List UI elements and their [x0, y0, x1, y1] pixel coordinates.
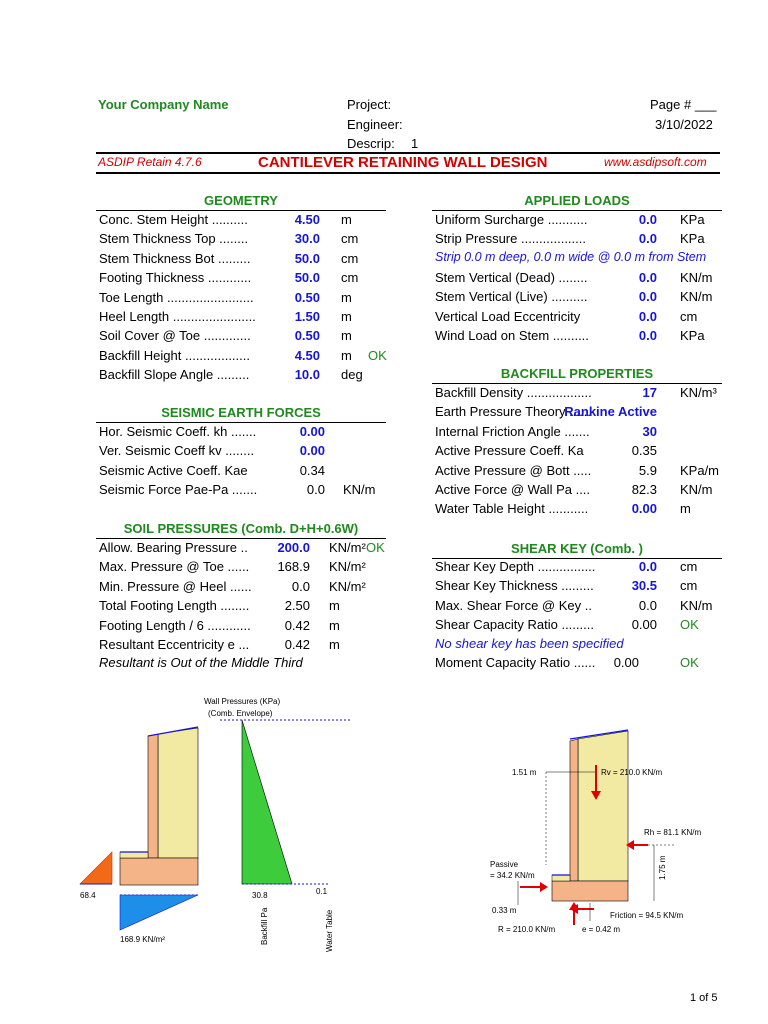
seismic-unit: KN/m [343, 482, 376, 498]
project-label: Project: [347, 97, 392, 112]
geometry-unit: m [341, 328, 352, 344]
soil-pressure-row [99, 559, 399, 578]
geometry-row [99, 348, 399, 367]
geometry-title: GEOMETRY [204, 193, 278, 208]
soil-pressure-value: 0.42 [284, 617, 310, 633]
software-name: ASDIP Retain 4.7.6 [98, 155, 202, 169]
seismic-label: Seismic Force Pae-Pa ....... [99, 482, 258, 498]
applied-load-value: 0.0 [638, 328, 657, 344]
seismic-rule [96, 422, 386, 423]
shear-key-unit: KN/m [680, 597, 713, 613]
shear-key-row [435, 578, 735, 597]
rh-label: Rh = 81.1 KN/m [644, 828, 702, 837]
seismic-label: Seismic Active Coeff. Kae [99, 462, 248, 478]
soil-pressure-row [99, 637, 399, 656]
applied-load-unit: KN/m [680, 289, 713, 305]
soil-pressure-unit: m [329, 617, 340, 633]
force-footing [552, 881, 628, 901]
seismic-label: Ver. Seismic Coeff kv ........ [99, 443, 255, 459]
backfill-label: Active Pressure @ Bott ..... [435, 462, 592, 478]
backfill-value: 30 [642, 423, 657, 439]
backfill-unit: KPa/m [680, 462, 720, 478]
backfill-row [435, 482, 735, 501]
geometry-value: 10.0 [294, 367, 320, 383]
toe-dim-label: 0.33 m [492, 906, 517, 915]
soil-pressure-label: Total Footing Length ........ [99, 598, 250, 614]
seismic-row [99, 482, 399, 501]
applied-load-value: 0.0 [638, 231, 657, 247]
geometry-label: Heel Length ....................... [99, 309, 256, 324]
toe-soil [120, 852, 148, 858]
geometry-unit: cm [341, 270, 359, 286]
backfill-title: BACKFILL PROPERTIES [500, 366, 654, 381]
seismic-label: Hor. Seismic Coeff. kh ....... [99, 424, 257, 439]
applied-load-label: Wind Load on Stem .......... [435, 328, 589, 344]
shear-key-unit: cm [680, 559, 698, 574]
moment-capacity-status: OK [680, 655, 699, 670]
force-backfill-soil [578, 731, 628, 881]
geometry-row [99, 367, 399, 386]
geometry-row [99, 328, 399, 347]
height-label: 1.75 m [658, 855, 667, 880]
soil-pressure-unit: KN/m² [329, 559, 366, 575]
soil-pressure-row [99, 540, 399, 559]
force-stem [570, 739, 578, 881]
shear-key-row [435, 559, 735, 578]
passive-label-2: = 34.2 KN/m [490, 871, 535, 880]
applied-load-unit: cm [680, 308, 698, 324]
applied-load-row [435, 231, 735, 250]
geometry-value: 50.0 [294, 270, 320, 286]
backfill-value: 82.3 [631, 482, 657, 497]
strip-note: Strip 0.0 m deep, 0.0 m wide @ 0.0 m from Stem [435, 250, 707, 264]
shear-key-status: OK [680, 617, 699, 633]
applied-load-value: 0.0 [638, 308, 657, 324]
soil-pressures-title: SOIL PRESSURES (Comb. D+H+0.6W) [123, 521, 359, 536]
applied-load-unit: KPa [680, 231, 705, 247]
shear-key-value: 0.0 [638, 559, 657, 574]
geometry-unit: m [341, 289, 352, 305]
geometry-label: Toe Length ........................ [99, 289, 254, 305]
seismic-value: 0.00 [299, 424, 325, 439]
applied-load-label: Vertical Load Eccentricity [435, 308, 581, 324]
backfill-rule [432, 383, 722, 384]
backfill-label: Active Pressure Coeff. Ka [435, 443, 584, 459]
soil-pressure-unit: KN/m² [329, 540, 366, 555]
geometry-status: OK [368, 347, 387, 363]
page-footer: 1 of 5 [690, 992, 718, 1004]
shear-key-label: Shear Key Depth ................ [435, 559, 596, 574]
soil-pressure-value: 200.0 [277, 540, 310, 555]
geometry-value: 1.50 [294, 309, 320, 324]
applied-load-label: Uniform Surcharge ........... [435, 212, 588, 227]
applied-load-value: 0.0 [638, 289, 657, 305]
passive-label-1: Passive [490, 860, 519, 869]
applied-load-unit: KN/m [680, 270, 713, 285]
soil-pressure-unit: m [329, 598, 340, 614]
geometry-value: 50.0 [294, 250, 320, 266]
backfill-axis-label: Backfill Pa [260, 907, 269, 945]
soil-pressures-note: Resultant is Out of the Middle Third [99, 655, 303, 670]
geometry-row [99, 212, 399, 231]
toe-pressure-value: 68.4 [80, 891, 96, 900]
geometry-label: Footing Thickness ............ [99, 270, 252, 286]
bearing-pressure [120, 895, 198, 930]
backfill-label: Water Table Height ........... [435, 501, 589, 517]
geometry-value: 4.50 [294, 212, 320, 227]
friction-label: Friction = 94.5 KN/m [610, 911, 684, 920]
backfill-value: 0.35 [631, 443, 657, 459]
geometry-value: 0.50 [294, 289, 320, 305]
soil-pressure-row [99, 579, 399, 598]
shear-key-row [435, 598, 735, 617]
geometry-value: 30.0 [294, 231, 320, 247]
soil-pressure-label: Min. Pressure @ Heel ...... [99, 578, 252, 594]
backfill-row [435, 424, 735, 443]
geometry-unit: cm [341, 250, 359, 266]
page-title: CANTILEVER RETAINING WALL DESIGN [258, 154, 548, 171]
seismic-value: 0.00 [299, 443, 325, 459]
shear-key-label: Shear Capacity Ratio ......... [435, 617, 594, 633]
header-rule-bottom [96, 172, 720, 174]
seismic-row [99, 424, 399, 443]
stem [148, 734, 158, 858]
soil-pressure-value: 0.42 [284, 637, 310, 652]
soil-pressure-label: Allow. Bearing Pressure .. [99, 540, 248, 555]
backfill-unit: m [680, 501, 691, 517]
applied-load-row [435, 309, 735, 328]
applied-load-value: 0.0 [638, 270, 657, 285]
backfill-pressure [242, 720, 292, 884]
geometry-label: Backfill Height .................. [99, 347, 250, 363]
applied-load-unit: KPa [680, 328, 705, 344]
backfill-value: 5.9 [638, 462, 657, 478]
engineer-label: Engineer: [347, 117, 403, 132]
geometry-label: Soil Cover @ Toe ............. [99, 328, 251, 344]
soil-pressure-status: OK [366, 540, 385, 555]
shear-key-value: 0.00 [631, 617, 657, 633]
geometry-unit: m [341, 347, 352, 363]
soil-pressure-value: 0.0 [291, 578, 310, 594]
descrip-value: 1 [411, 136, 419, 151]
soil-pressure-label: Resultant Eccentricity e ... [99, 637, 250, 652]
backfill-label: Internal Friction Angle ....... [435, 423, 590, 439]
passive-arrowhead [540, 882, 548, 892]
soil-pressures-rule [96, 538, 386, 539]
seismic-title: SEISMIC EARTH FORCES [161, 405, 321, 420]
backfill-label: Active Force @ Wall Pa .... [435, 482, 591, 497]
geometry-rule [96, 210, 386, 211]
geometry-unit: cm [341, 231, 359, 247]
moment-capacity-value: 0.00 [613, 655, 639, 670]
backfill-row [435, 463, 735, 482]
applied-load-label: Stem Vertical (Live) .......... [435, 289, 588, 305]
shear-key-label: Shear Key Thickness ......... [435, 578, 594, 594]
shear-key-unit: cm [680, 578, 698, 594]
shear-key-value: 30.5 [631, 578, 657, 594]
geometry-row [99, 290, 399, 309]
shear-key-row [435, 617, 735, 636]
backfill-unit: KN/m³ [680, 385, 717, 400]
backfill-label: Earth Pressure Theory ...... [435, 404, 591, 420]
applied-load-unit: KPa [680, 212, 705, 227]
applied-load-row [435, 328, 735, 347]
website: www.asdipsoft.com [604, 155, 707, 169]
soil-pressure-label: Footing Length / 6 ............ [99, 617, 251, 633]
backfill-label: Backfill Density .................. [435, 385, 592, 400]
backfill-unit: KN/m [680, 482, 713, 497]
geometry-label: Conc. Stem Height .......... [99, 212, 248, 227]
soil-pressure-row [99, 598, 399, 617]
geometry-value: 0.50 [294, 328, 320, 344]
geometry-row [99, 270, 399, 289]
water-axis-label: Water Table [325, 909, 334, 952]
soil-pressure-value: 2.50 [284, 598, 310, 614]
applied-load-row [435, 289, 735, 308]
bearing-pressure-value: 168.9 KN/m² [120, 935, 165, 944]
moment-capacity-label: Moment Capacity Ratio ...... [435, 655, 596, 670]
backfill-row [435, 404, 735, 423]
geometry-label: Backfill Slope Angle ......... [99, 367, 250, 383]
applied-load-value: 0.0 [638, 212, 657, 227]
seismic-value: 0.0 [306, 482, 325, 498]
applied-load-row [435, 212, 735, 231]
geometry-unit: deg [341, 367, 363, 383]
soil-pressure-unit: KN/m² [329, 578, 366, 594]
diagram-title-2: (Comb. Envelope) [208, 709, 273, 718]
backfill-value: 17 [642, 385, 657, 400]
water-pressure-value: 0.1 [316, 887, 328, 896]
backfill-value: 0.00 [631, 501, 657, 517]
diagram-title-1: Wall Pressures (KPa) [204, 697, 281, 706]
wall-pressure-diagram [70, 690, 370, 960]
moment-capacity-row [435, 655, 725, 674]
dim-top-label: 1.51 m [512, 768, 537, 777]
shear-key-value: 0.0 [638, 597, 657, 613]
backfill-pressure-value: 30.8 [252, 891, 268, 900]
date: 3/10/2022 [655, 117, 713, 132]
applied-load-label: Strip Pressure .................. [435, 231, 586, 247]
geometry-label: Stem Thickness Top ........ [99, 231, 249, 247]
applied-loads-title: APPLIED LOADS [524, 193, 630, 208]
company-name: Your Company Name [98, 97, 229, 112]
applied-load-row [435, 270, 735, 289]
backfill-row [435, 501, 735, 520]
shear-key-note: No shear key has been specified [435, 636, 624, 651]
backfill-soil [158, 728, 198, 858]
seismic-row [99, 443, 399, 462]
geometry-row [99, 251, 399, 270]
geometry-row [99, 309, 399, 328]
geometry-row [99, 231, 399, 250]
force-toe-soil [552, 875, 570, 881]
eccentricity-label: e = 0.42 m [582, 925, 621, 934]
page-number-label: Page # ___ [650, 97, 717, 112]
shear-key-label: Max. Shear Force @ Key .. [435, 597, 592, 613]
backfill-value: Rankine Active [564, 404, 657, 420]
applied-load-label: Stem Vertical (Dead) ........ [435, 270, 588, 285]
soil-pressure-row [99, 618, 399, 637]
geometry-unit: m [341, 212, 352, 227]
footing [120, 858, 198, 885]
geometry-label: Stem Thickness Bot ......... [99, 250, 251, 266]
seismic-value: 0.34 [299, 462, 325, 478]
geometry-unit: m [341, 309, 352, 324]
applied-loads-rule [432, 210, 722, 211]
soil-pressure-value: 168.9 [277, 559, 310, 575]
rv-label: Rv = 210.0 KN/m [601, 768, 663, 777]
backfill-row [435, 385, 735, 404]
seismic-row [99, 463, 399, 482]
geometry-value: 4.50 [294, 347, 320, 363]
descrip-label: Descrip: [347, 136, 395, 151]
soil-pressure-label: Max. Pressure @ Toe ...... [99, 559, 250, 575]
backfill-row [435, 443, 735, 462]
reaction-label: R = 210.0 KN/m [498, 925, 556, 934]
soil-pressure-unit: m [329, 637, 340, 652]
shear-key-title: SHEAR KEY (Comb. ) [511, 541, 643, 556]
toe-passive-pressure [80, 852, 112, 884]
force-diagram [470, 725, 730, 940]
